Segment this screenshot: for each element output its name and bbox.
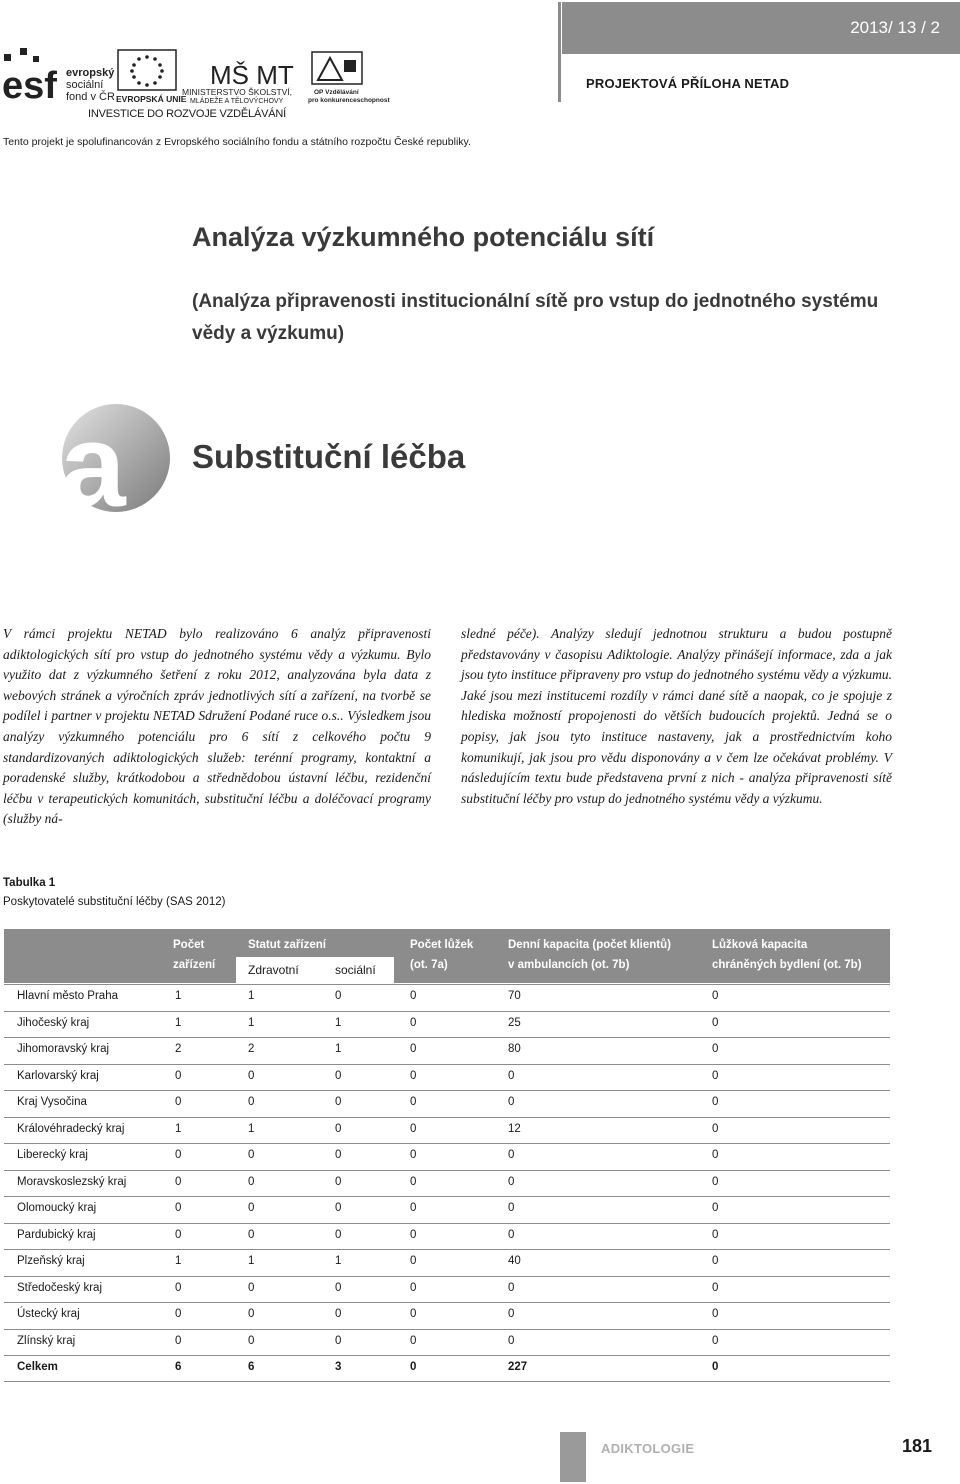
value-cell: 0 bbox=[508, 1149, 515, 1161]
value-cell: 0 bbox=[335, 1281, 342, 1294]
value-cell: 25 bbox=[508, 1016, 521, 1029]
value-cell: 0 bbox=[335, 1175, 342, 1188]
value-cell: 0 bbox=[410, 1308, 417, 1320]
header-beds: Počet lůžek (ot. 7a) bbox=[410, 939, 474, 971]
table-row bbox=[4, 1329, 890, 1355]
value-cell: 0 bbox=[712, 1175, 719, 1188]
value-cell: 40 bbox=[508, 1255, 521, 1267]
region-cell: Středočeský kraj bbox=[17, 1281, 103, 1294]
msmt-logo bbox=[182, 60, 294, 105]
value-cell: 0 bbox=[335, 1228, 342, 1241]
value-cell: 0 bbox=[712, 1308, 719, 1320]
footer-bar bbox=[560, 1432, 586, 1482]
value-cell: 0 bbox=[410, 1016, 417, 1029]
value-cell: 0 bbox=[335, 1334, 342, 1347]
table-label: Tabulka 1 bbox=[3, 877, 56, 889]
providers-table bbox=[4, 929, 890, 1382]
value-cell: 1 bbox=[248, 1122, 255, 1135]
header-status-health: Zdravotní bbox=[248, 963, 299, 977]
value-cell: 0 bbox=[248, 1149, 255, 1161]
value-cell: 0 bbox=[335, 1069, 342, 1082]
value-cell: 0 bbox=[712, 1255, 719, 1267]
value-cell: 0 bbox=[508, 1096, 515, 1108]
value-cell: 80 bbox=[508, 1043, 521, 1055]
page-number: 181 bbox=[902, 1436, 933, 1456]
region-cell: Karlovarský kraj bbox=[17, 1069, 99, 1082]
table-total-row bbox=[4, 1355, 890, 1382]
value-cell: 0 bbox=[335, 1122, 342, 1135]
svg-text:EVROPSKÁ UNIE: EVROPSKÁ UNIE bbox=[116, 94, 187, 104]
value-cell: 0 bbox=[248, 1334, 255, 1347]
value-cell: 0 bbox=[248, 1202, 255, 1214]
value-cell: 12 bbox=[508, 1122, 521, 1135]
svg-text:MLÁDEŽE A TĚLOVÝCHOVY: MLÁDEŽE A TĚLOVÝCHOVY bbox=[190, 98, 284, 105]
page-title: Analýza výzkumného potenciálu sítí bbox=[192, 222, 655, 252]
header-sheltered-capacity: Lůžková kapacita chráněných bydlení (ot. 7b) bbox=[712, 939, 862, 971]
table-row bbox=[4, 1223, 890, 1249]
svg-text:a: a bbox=[60, 400, 126, 532]
table-row bbox=[4, 1170, 890, 1196]
value-cell: 0 bbox=[508, 1069, 515, 1082]
value-cell: 0 bbox=[712, 1202, 719, 1214]
value-cell: 0 bbox=[712, 1149, 719, 1161]
region-cell: Hlavní město Praha bbox=[17, 990, 118, 1002]
svg-text:sociální: sociální bbox=[66, 79, 104, 91]
value-cell: 0 bbox=[410, 1228, 417, 1241]
issue-number-bar bbox=[562, 2, 960, 54]
issue-number: 2013/ 13 / 2 bbox=[850, 18, 940, 37]
value-cell: 0 bbox=[175, 1096, 182, 1108]
value-cell: 0 bbox=[175, 1175, 182, 1188]
value-cell: 227 bbox=[508, 1361, 528, 1373]
header-count: Počet zařízení bbox=[173, 939, 216, 971]
value-cell: 0 bbox=[335, 990, 342, 1002]
svg-text:pro konkurenceschopnost: pro konkurenceschopnost bbox=[308, 97, 390, 104]
value-cell: 0 bbox=[712, 1069, 719, 1082]
table-row bbox=[4, 1064, 890, 1090]
table-row bbox=[4, 984, 890, 1010]
value-cell: 0 bbox=[175, 1308, 182, 1320]
value-cell: 0 bbox=[410, 1069, 417, 1082]
value-cell: 0 bbox=[335, 1308, 342, 1320]
region-cell: Plzeňský kraj bbox=[17, 1255, 85, 1267]
value-cell: 0 bbox=[248, 1281, 255, 1294]
value-cell: 0 bbox=[508, 1308, 515, 1320]
value-cell: 0 bbox=[248, 1069, 255, 1082]
value-cell: 0 bbox=[248, 1228, 255, 1241]
table-row bbox=[4, 1117, 890, 1143]
value-cell: 0 bbox=[508, 1281, 515, 1294]
header-status-social: sociální bbox=[335, 963, 376, 977]
value-cell: 0 bbox=[335, 1149, 342, 1161]
region-cell: Olomoucký kraj bbox=[17, 1202, 97, 1214]
op-vk-logo bbox=[308, 52, 390, 104]
value-cell: 0 bbox=[410, 1043, 417, 1055]
value-cell: 0 bbox=[248, 1308, 255, 1320]
value-cell: 0 bbox=[335, 1096, 342, 1108]
value-cell: 0 bbox=[712, 1122, 719, 1135]
value-cell: 0 bbox=[712, 1281, 719, 1294]
table-row bbox=[4, 1302, 890, 1328]
value-cell: 2 bbox=[248, 1043, 255, 1055]
region-cell: Královéhradecký kraj bbox=[17, 1122, 125, 1135]
value-cell: 0 bbox=[508, 1228, 515, 1241]
table-header bbox=[4, 929, 890, 983]
header-daily-capacity: Denní kapacita (počet klientů) v ambulancích (ot. 7b) bbox=[508, 939, 671, 971]
region-cell: Jihočeský kraj bbox=[17, 1016, 90, 1029]
header-status: Statut zařízení bbox=[248, 939, 326, 951]
value-cell: 1 bbox=[175, 1122, 182, 1135]
value-cell: 1 bbox=[335, 1255, 342, 1267]
page-subtitle: (Analýza připravenosti institucionální sítě pro vstup do jednotného systému vědy a výzkumu) bbox=[192, 291, 879, 344]
esf-mark: esf bbox=[2, 65, 57, 107]
table-row bbox=[4, 1090, 890, 1116]
value-cell: 0 bbox=[712, 1228, 719, 1241]
appendix-title: PROJEKTOVÁ PŘÍLOHA NETAD bbox=[586, 76, 790, 91]
value-cell: 3 bbox=[335, 1361, 342, 1373]
section-title: Substituční léčba bbox=[192, 438, 466, 475]
value-cell: 0 bbox=[712, 1334, 719, 1347]
value-cell: 0 bbox=[175, 1228, 182, 1241]
svg-text:OP Vzdělávání: OP Vzdělávání bbox=[314, 89, 359, 96]
value-cell: 0 bbox=[248, 1175, 255, 1188]
value-cell: 0 bbox=[175, 1334, 182, 1347]
value-cell: 0 bbox=[712, 1016, 719, 1029]
value-cell: 1 bbox=[248, 1016, 255, 1029]
value-cell: 0 bbox=[712, 1096, 719, 1108]
value-cell: 0 bbox=[175, 1149, 182, 1161]
value-cell: 0 bbox=[508, 1175, 515, 1188]
value-cell: 0 bbox=[712, 1043, 719, 1055]
svg-text:MINISTERSTVO ŠKOLSTVÍ,: MINISTERSTVO ŠKOLSTVÍ, bbox=[182, 87, 293, 97]
value-cell: 0 bbox=[410, 1334, 417, 1347]
table-caption: Poskytovatelé substituční léčby (SAS 2012) bbox=[3, 896, 226, 908]
region-cell: Kraj Vysočina bbox=[17, 1096, 87, 1108]
value-cell: 0 bbox=[410, 990, 417, 1002]
cofunding-notice: Tento projekt je spolufinancován z Evropského sociálního fondu a státního rozpočtu České republiky. bbox=[3, 136, 471, 148]
value-cell: 1 bbox=[335, 1016, 342, 1029]
table-row bbox=[4, 1143, 890, 1169]
investice-slogan: INVESTICE DO ROZVOJE VZDĚLÁVÁNÍ bbox=[88, 108, 286, 120]
value-cell: 0 bbox=[508, 1202, 515, 1214]
value-cell: 0 bbox=[410, 1361, 417, 1373]
svg-text:evropský: evropský bbox=[66, 67, 115, 79]
region-cell: Pardubický kraj bbox=[17, 1228, 96, 1241]
table-row bbox=[4, 1037, 890, 1063]
esf-logo bbox=[2, 48, 115, 107]
region-cell: Jihomoravský kraj bbox=[17, 1043, 110, 1055]
value-cell: 0 bbox=[175, 1069, 182, 1082]
region-cell: Ústecký kraj bbox=[17, 1308, 80, 1320]
value-cell: 0 bbox=[410, 1122, 417, 1135]
value-cell: 6 bbox=[248, 1361, 255, 1373]
region-cell: Liberecký kraj bbox=[17, 1149, 88, 1161]
value-cell: 1 bbox=[175, 990, 182, 1002]
value-cell: 0 bbox=[410, 1281, 417, 1294]
value-cell: 0 bbox=[712, 990, 719, 1002]
value-cell: 1 bbox=[175, 1016, 182, 1029]
value-cell: 70 bbox=[508, 990, 521, 1002]
table-row bbox=[4, 1011, 890, 1037]
eu-flag-logo bbox=[116, 50, 187, 104]
value-cell: 1 bbox=[175, 1255, 182, 1267]
value-cell: 0 bbox=[335, 1202, 342, 1214]
value-cell: 0 bbox=[175, 1281, 182, 1294]
value-cell: 0 bbox=[410, 1175, 417, 1188]
svg-text:MŠ MT: MŠ MT bbox=[210, 60, 294, 90]
section-letter-icon bbox=[60, 400, 172, 532]
body-text-left: V rámci projektu NETAD bylo realizováno 6 analýz připravenosti adiktologických sítí pro vstup do jednotného systému vědy a výzkumu. Bylo využito dat z výzkumného šetření z roku 2012, analyzována byla data z webových stránek a výročních zpráv jednotlivých sítí a zařízení, na tvorbě se podílel i partner v projektu NETAD Sdružení Podané ruce o.s.. Výsledkem jsou analýzy výzkumného potenciálu pro 6 sítí z celkového počtu 9 standardizovaných adiktologických služeb: terénní programy, kontaktní a poradenské služby, krátkodobou a střednědobou ústavní léčbu, rezidenční léčbu v terapeutických komunitách, substituční léčbu a doléčovací programy (služby ná- bbox=[3, 626, 431, 827]
value-cell: 1 bbox=[248, 990, 255, 1002]
value-cell: 2 bbox=[175, 1043, 182, 1055]
value-cell: 0 bbox=[410, 1096, 417, 1108]
value-cell: 1 bbox=[335, 1043, 342, 1055]
value-cell: 6 bbox=[175, 1361, 182, 1373]
value-cell: 0 bbox=[712, 1361, 719, 1373]
value-cell: 0 bbox=[175, 1202, 182, 1214]
header-divider bbox=[558, 2, 561, 102]
region-cell: Moravskoslezský kraj bbox=[17, 1175, 127, 1188]
value-cell: 0 bbox=[410, 1149, 417, 1161]
svg-text:fond v ČR: fond v ČR bbox=[66, 91, 115, 103]
value-cell: 0 bbox=[508, 1334, 515, 1347]
value-cell: 0 bbox=[410, 1255, 417, 1267]
table-row bbox=[4, 1196, 890, 1222]
region-cell: Zlínský kraj bbox=[17, 1334, 76, 1347]
status-subheader bbox=[236, 957, 394, 983]
journal-name: ADIKTOLOGIE bbox=[601, 1441, 695, 1456]
value-cell: 0 bbox=[248, 1096, 255, 1108]
value-cell: 1 bbox=[248, 1255, 255, 1267]
region-cell: Celkem bbox=[17, 1361, 58, 1373]
body-text-right: sledné péče). Analýzy sledují jednotnou strukturu a budou postupně představovány v časopisu Adiktologie. Analýzy přinášejí informace, zda a jak jsou tyto instituce připraveny pro vstup do jednotného systému vědy a výzkumu. Jaké jsou mezi institucemi rozdíly v rámci dané sítě a naopak, co je spojuje z hlediska možností propojenosti do větších budoucích projektů. Jedná se o popisy, jak jsou tyto instituce nastaveny, jak a prostřednictvím koho komunikují, jak jsou pro vědu disponovány a v čem lze očekávat problémy. V následujícím textu bude představena první z nich - analýza připravenosti sítě substituční léčby pro vstup do jednotného systému vědy a výzkumu. bbox=[461, 626, 892, 806]
value-cell: 0 bbox=[410, 1202, 417, 1214]
table-row bbox=[4, 1276, 890, 1302]
table-row bbox=[4, 1249, 890, 1275]
